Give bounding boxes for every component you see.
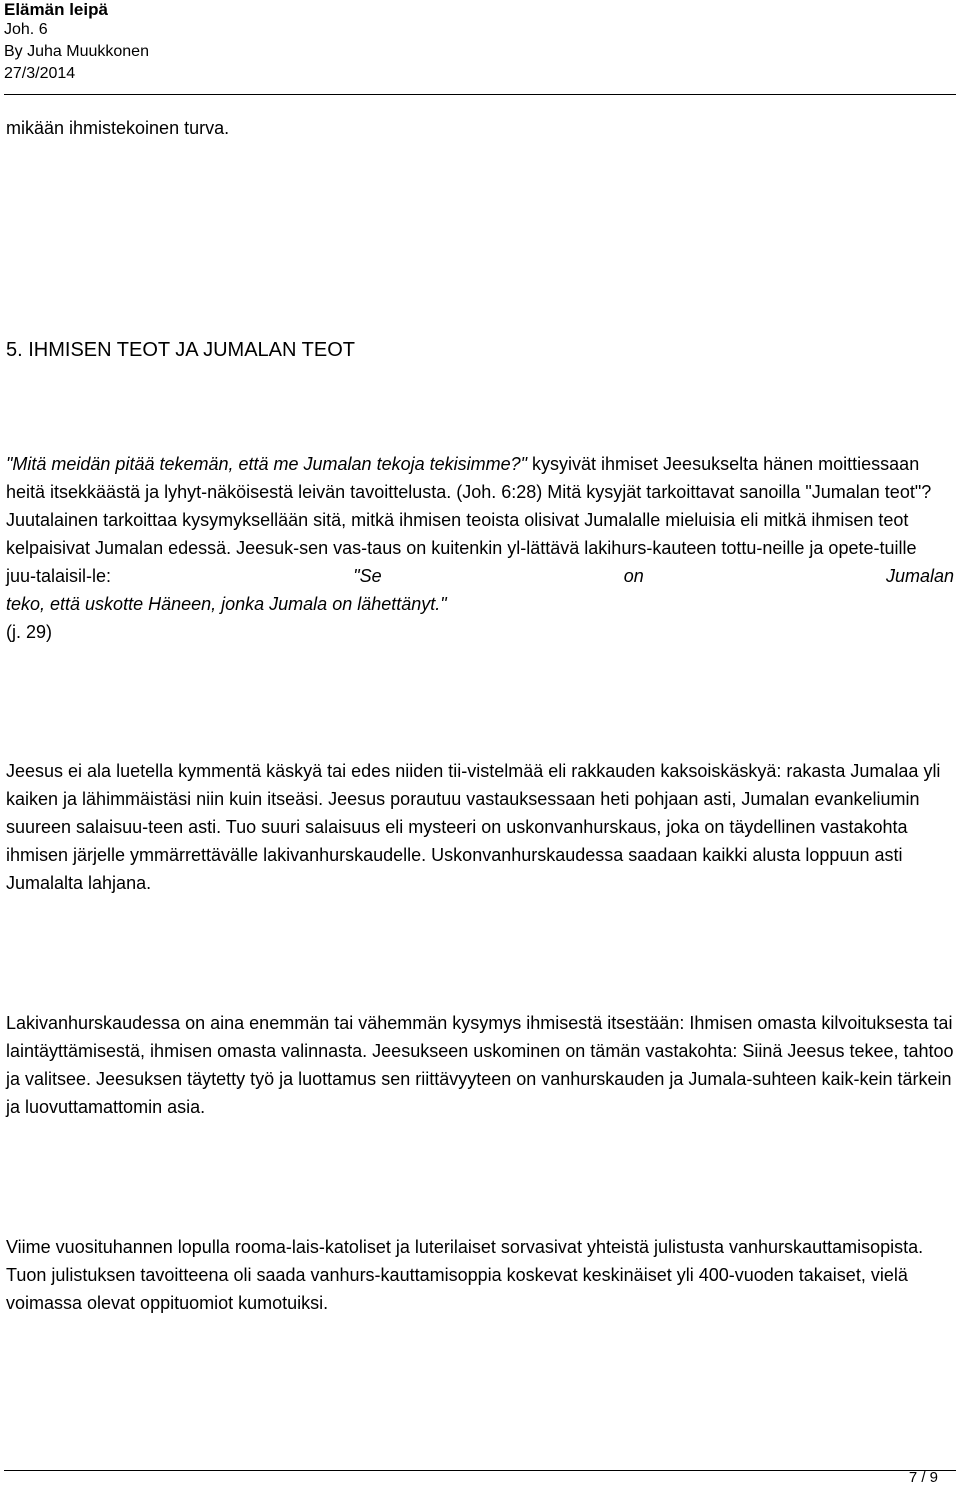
intro-line bbox=[6, 114, 954, 142]
paragraph-1 bbox=[6, 450, 954, 646]
quote-rest: teko, että uskotte Häneen, jonka Jumala on lähettänyt." bbox=[6, 594, 447, 614]
paragraph-4 bbox=[6, 1233, 954, 1317]
author-line: By Juha Muukkonen bbox=[4, 43, 149, 60]
paragraph-3-text: Lakivanhurskaudessa on aina enemmän tai vähemmän kysymys ihmisestä itsestään: Ihmisen omasta kilvoituksesta tai laintäyttämisestä, ihmisen omasta valinnasta. Jeesukseen uskominen on tämän vastakohta: Siinä Jeesus tekee, tahtoo ja valitsee. Jeesuksen täytetty työ ja luottamus sen riittävyyteen on vanhurskauden ja Jumala-suhteen kaik-kein tärkein ja luovuttamattomin asia. bbox=[6, 1013, 954, 1117]
quote-intro: juu-talaisil-le: bbox=[6, 566, 112, 586]
section-heading: 5. IHMISEN TEOT JA JUMALAN TEOT bbox=[6, 339, 355, 361]
document-header bbox=[4, 0, 956, 85]
footer-divider bbox=[4, 1470, 956, 1471]
section-heading-block bbox=[6, 336, 954, 364]
chapter-reference: Joh. 6 bbox=[4, 21, 48, 38]
header-divider bbox=[4, 94, 956, 95]
paragraph-4-text: Viime vuosituhannen lopulla rooma-lais-katoliset ja luterilaiset sorvasivat yhteistä julistusta vanhurskauttamisopista. Tuon julistuksen tavoitteena oli saada vanhurs-kauttamisoppia koskevat keskinäiset yli 400-vuoden takaiset, vielä voimassa olevat oppituomiot kumotuiksi. bbox=[6, 1237, 924, 1313]
page-number: 7 / 9 bbox=[908, 1469, 938, 1486]
paragraph-2-text: Jeesus ei ala luetella kymmentä käskyä tai edes niiden tii-vistelmää eli rakkauden kaksoiskäskyä: rakasta Jumalaa yli kaiken ja lähimmäistäsi niin kuin itseäsi. Jeesus porautuu vastauksessaan heti pohjaan asti, Jumalan evankeliumin suureen salaisuu-teen asti. Tuo suuri salaisuus eli mysteeri on uskonvanhurskaus, joka on täydellinen vastakohta ihmisen järjelle ymmärrettävälle lakivanhurskaudelle. Uskonvanhurskaudessa saadaan kaikki alusta loppuun asti Jumalalta lahjana. bbox=[6, 761, 941, 893]
paragraph-2 bbox=[6, 757, 954, 897]
verse-reference: (j. 29) bbox=[6, 622, 53, 642]
question-quote: "Mitä meidän pitää tekemän, että me Jumalan tekoja tekisimme?" bbox=[6, 454, 528, 474]
paragraph-1-body: kysyivät ihmiset Jeesukselta hänen moittiessaan heitä itsekkäästä ja lyhyt-näköisestä leivän tavoittelusta. (Joh. 6:28) Mitä kysyjät tarkoittavat sanoilla "Jumalan teot"? Juutalainen tarkoittaa kysymyksellään sitä, mitkä ihmisen teoista olisivat Jumalalle mieluisia eli mitkä ihmisen teot kelpaisivat Jumalan edessä. Jeesuk-sen vas-taus on kuitenkin yl-lättävä lakihurs-kauteen tottu-neille ja opete-tuille bbox=[6, 454, 932, 558]
quote-line bbox=[6, 562, 954, 590]
paragraph-1-text bbox=[6, 450, 954, 562]
paragraph-3 bbox=[6, 1009, 954, 1121]
intro-text: mikään ihmistekoinen turva. bbox=[6, 118, 230, 138]
quote-start: "Se on Jumalan bbox=[353, 566, 954, 586]
document-title: Elämän leipä bbox=[4, 0, 108, 19]
publish-date: 27/3/2014 bbox=[4, 65, 76, 82]
